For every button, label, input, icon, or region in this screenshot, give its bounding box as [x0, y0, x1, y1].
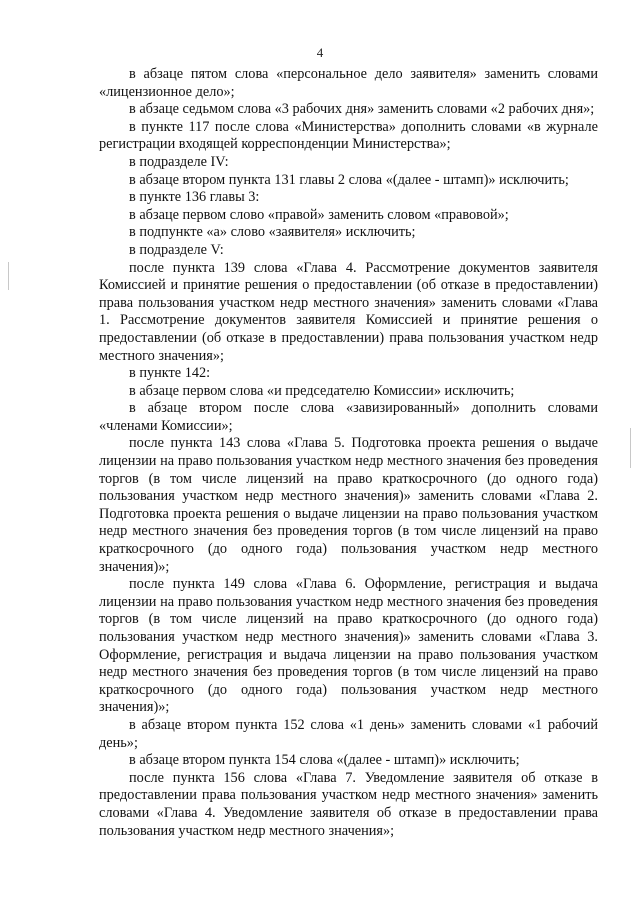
scan-margin-mark	[8, 262, 9, 290]
paragraph: после пункта 143 слова «Глава 5. Подготовка проекта решения о выдаче лицензии на право пользования участком недр местного значения без проведения торгов (в том числе лицензий на право краткосрочного (до одного года) пользования участком недр местного значения)» заменить словами «Глава 2. Подготовка проекта решения о выдаче лицензии на право пользования участком недр местного значения без проведения торгов (в том числе лицензий на право краткосрочного (до одного года) пользования участком недр местного значения)»;	[99, 435, 598, 575]
scan-margin-mark	[630, 428, 631, 468]
paragraph: в абзаце первом слово «правой» заменить словом «правовой»;	[129, 206, 509, 223]
page-number: 4	[316, 45, 324, 60]
paragraph: в абзаце втором после слова «завизированный» дополнить словами «членами Комиссии»;	[99, 400, 598, 434]
paragraph: в абзаце втором пункта 131 главы 2 слова «(далее - штамп)» исключить;	[129, 171, 569, 188]
paragraph: в пункте 117 после слова «Министерства» дополнить словами «в журнале регистрации входящей корреспонденции Министерства»;	[99, 118, 598, 153]
paragraph: в пункте 142:	[129, 365, 211, 382]
paragraph: в абзаце седьмом слова «3 рабочих дня» заменить словами «2 рабочих дня»;	[129, 101, 595, 118]
paragraph: после пункта 156 слова «Глава 7. Уведомление заявителя об отказе в предоставлении права пользования участком недр местного значения» заменить словами «Глава 4. Уведомление заявителя об отказе в предоставлении права пользования участком недр местного значения»;	[99, 769, 598, 839]
document-body	[99, 66, 598, 840]
paragraph: в подпункте «а» слово «заявителя» исключить;	[129, 224, 416, 241]
paragraph: в абзаце пятом слова «персональное дело заявителя» заменить словами «лицензионное дело»;	[99, 66, 598, 100]
paragraph: в подразделе V:	[129, 241, 224, 258]
paragraph: в абзаце втором пункта 154 слова «(далее - штамп)» исключить;	[129, 752, 520, 769]
paragraph: после пункта 139 слова «Глава 4. Рассмотрение документов заявителя Комиссией и принятие решения о предоставлении (об отказе в предоставлении) права пользования участком недр местного значения» заменить словами «Глава 1. Рассмотрение документов заявителя Комиссией и принятие решения о предоставлении (об отказе в предоставлении) права пользования участком недр местного значения»;	[99, 259, 598, 364]
paragraph: в пункте 136 главы 3:	[129, 189, 260, 206]
paragraph: в абзаце первом слова «и председателю Комиссии» исключить;	[129, 382, 515, 399]
paragraph: в абзаце втором пункта 152 слова «1 день» заменить словами «1 рабочий день»;	[99, 716, 598, 751]
paragraph: после пункта 149 слова «Глава 6. Оформление, регистрация и выдача лицензии на право пользования участком недр местного значения без проведения торгов (в том числе лицензий на право краткосрочного (до одного года) пользования участком недр местного значения)» заменить словами «Глава 3. Оформление, регистрация и выдача лицензии на право пользования участком недр местного значения без проведения торгов (в том числе лицензий на право краткосрочного (до одного года) пользования участком недр местного значения)»;	[99, 576, 598, 716]
paragraph: в подразделе IV:	[129, 153, 229, 170]
